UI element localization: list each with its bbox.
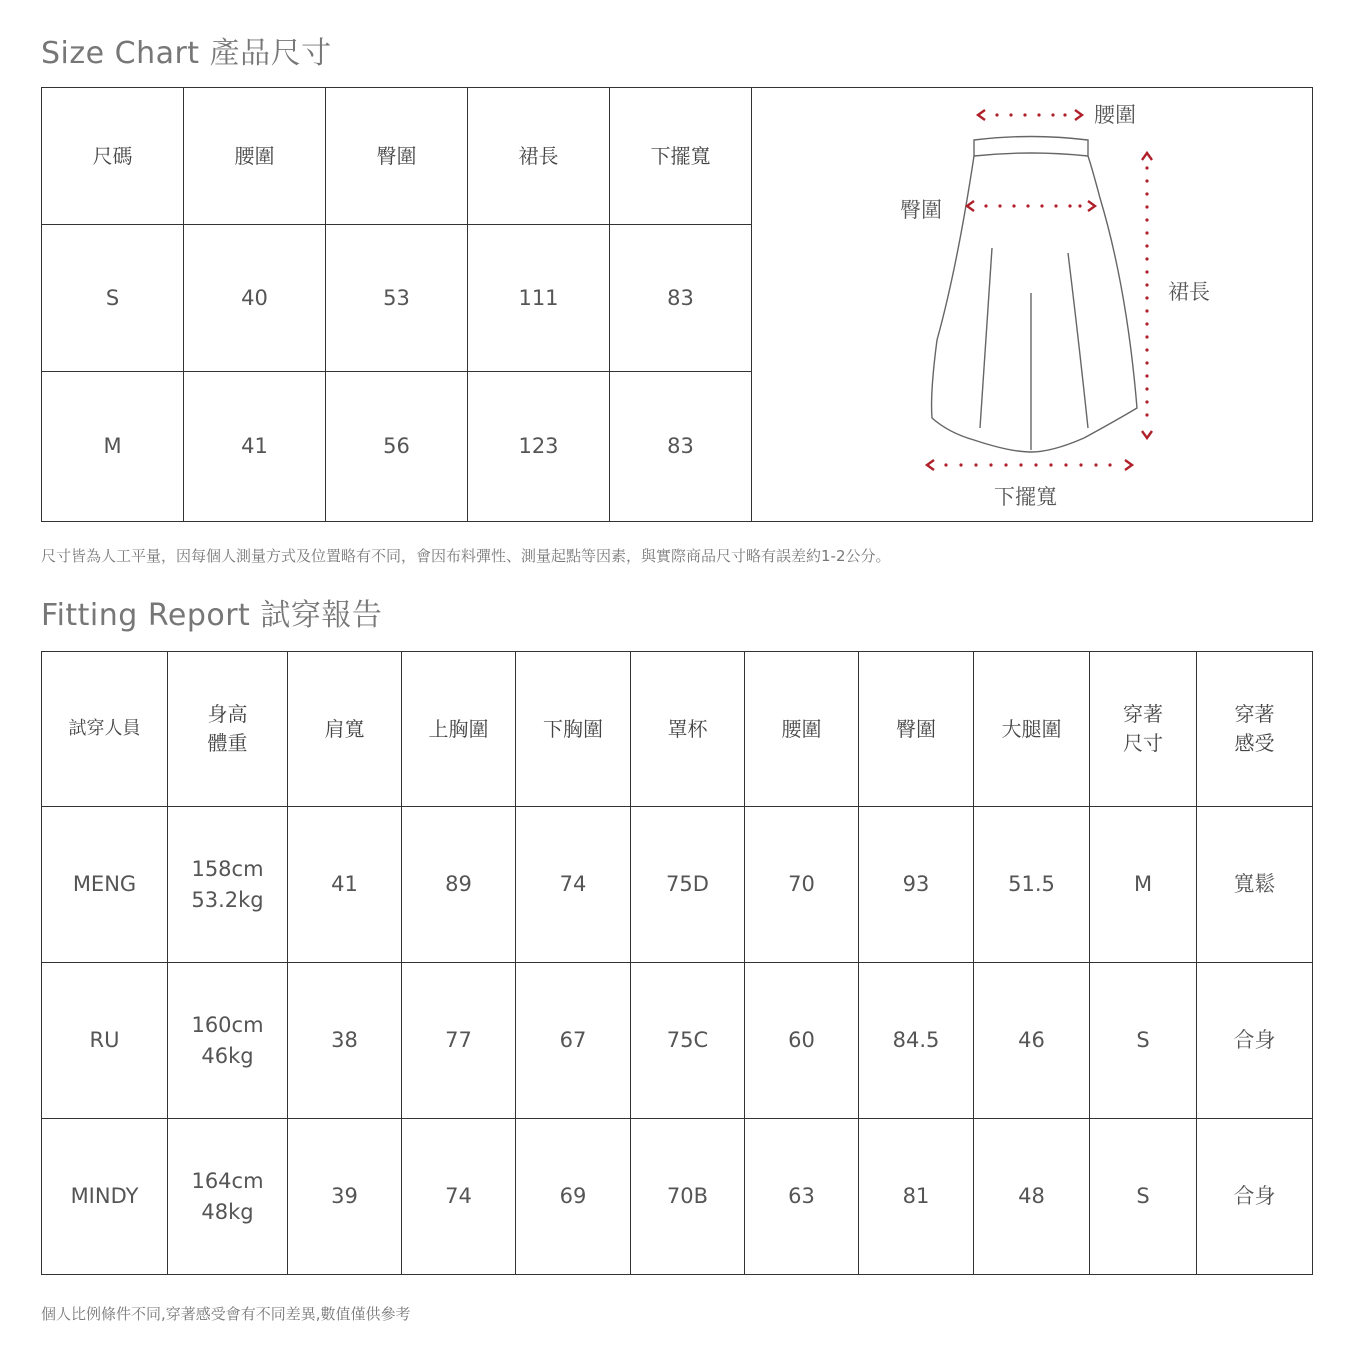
tester-hip: 93 — [859, 807, 974, 963]
tester-weight: 46kg — [201, 1043, 254, 1068]
fitting-row-meng — [42, 807, 1313, 963]
tester-under-bust: 74 — [516, 807, 631, 963]
tester-wear-size: M — [1090, 807, 1197, 963]
tester-hip: 81 — [859, 1119, 974, 1275]
diagram-label-waist: 腰圍 — [1094, 103, 1136, 127]
header-thigh — [974, 652, 1090, 807]
size-s-waist: 40 — [184, 225, 326, 372]
header-waist-label: 腰圍 — [781, 716, 822, 741]
tester-upper-bust: 74 — [402, 1119, 516, 1275]
tester-wear-feel: 合身 — [1197, 1119, 1313, 1275]
tester-weight: 53.2kg — [191, 887, 264, 912]
header-hip — [859, 652, 974, 807]
tester-under-bust: 67 — [516, 963, 631, 1119]
tester-weight: 48kg — [201, 1199, 254, 1224]
tester-height: 164cm — [191, 1169, 264, 1194]
tester-cup: 75D — [631, 807, 745, 963]
header-thigh-label: 大腿圍 — [1001, 716, 1062, 741]
fitting-report-note: 個人比例條件不同,穿著感受會有不同差異,數值僅供參考 — [41, 1305, 411, 1323]
tester-upper-bust: 77 — [402, 963, 516, 1119]
size-m-hip: 56 — [326, 372, 468, 522]
header-under-bust-label: 下胸圍 — [543, 716, 603, 741]
header-size: 尺碼 — [42, 88, 184, 225]
size-chart-table — [41, 87, 1313, 522]
tester-hip: 84.5 — [859, 963, 974, 1119]
tester-height-weight — [168, 963, 288, 1119]
header-cup-label: 罩杯 — [667, 716, 708, 741]
header-wear-size — [1090, 652, 1197, 807]
header-wear-size-line2: 尺寸 — [1123, 731, 1163, 755]
tester-height: 158cm — [191, 857, 264, 882]
header-height-weight — [168, 652, 288, 807]
fitting-header-row — [42, 652, 1313, 807]
header-wear-feel-line1: 穿著 — [1234, 702, 1275, 726]
header-under-bust — [516, 652, 631, 807]
header-weight-label: 體重 — [207, 731, 248, 755]
header-hip: 臀圍 — [326, 88, 468, 225]
header-upper-bust-label: 上胸圍 — [428, 716, 489, 741]
size-m-hem: 83 — [610, 372, 752, 522]
header-waist — [745, 652, 859, 807]
tester-thigh: 48 — [974, 1119, 1090, 1275]
tester-upper-bust: 89 — [402, 807, 516, 963]
tester-cup: 70B — [631, 1119, 745, 1275]
hip-arrow — [967, 201, 1095, 211]
header-tester — [42, 652, 168, 807]
length-arrow — [1142, 153, 1152, 438]
size-chart-note: 尺寸皆為人工平量，因每個人測量方式及位置略有不同，會因布料彈性、測量起點等因素，與實際商品尺寸略有誤差約1-2公分。 — [41, 547, 891, 565]
tester-height-weight — [168, 1119, 288, 1275]
tester-name: RU — [42, 963, 168, 1119]
waist-arrow — [978, 110, 1082, 120]
size-s-hem: 83 — [610, 225, 752, 372]
fitting-row-mindy — [42, 1119, 1313, 1275]
tester-cup: 75C — [631, 963, 745, 1119]
tester-thigh: 51.5 — [974, 807, 1090, 963]
header-wear-feel — [1197, 652, 1313, 807]
tester-thigh: 46 — [974, 963, 1090, 1119]
header-wear-feel-line2: 感受 — [1234, 731, 1275, 755]
tester-wear-feel: 寬鬆 — [1197, 807, 1313, 963]
fitting-row-ru — [42, 963, 1313, 1119]
diagram-label-hip: 臀圍 — [900, 198, 942, 222]
skirt-diagram — [752, 88, 1313, 522]
size-m-length: 123 — [468, 372, 610, 522]
tester-waist: 70 — [745, 807, 859, 963]
size-chart-title: Size Chart 產品尺寸 — [41, 36, 332, 71]
tester-name: MINDY — [42, 1119, 168, 1275]
size-chart-header-row — [42, 88, 1313, 225]
tester-waist: 60 — [745, 963, 859, 1119]
tester-wear-size: S — [1090, 1119, 1197, 1275]
size-s-length: 111 — [468, 225, 610, 372]
tester-shoulder: 39 — [288, 1119, 402, 1275]
tester-height-weight — [168, 807, 288, 963]
header-hem: 下擺寬 — [610, 88, 752, 225]
tester-waist: 63 — [745, 1119, 859, 1275]
skirt-illustration — [752, 88, 1313, 522]
skirt-outline — [932, 137, 1137, 453]
hem-arrow — [927, 460, 1132, 470]
diagram-label-hem: 下擺寬 — [994, 485, 1057, 509]
size-s-hip: 53 — [326, 225, 468, 372]
fitting-report-table — [41, 651, 1313, 1275]
header-shoulder — [288, 652, 402, 807]
fitting-report-title: Fitting Report 試穿報告 — [41, 598, 383, 633]
size-m-size: M — [42, 372, 184, 522]
header-length: 裙長 — [468, 88, 610, 225]
header-tester-label: 試穿人員 — [68, 717, 141, 739]
header-hip-label: 臀圍 — [896, 716, 936, 741]
diagram-label-length: 裙長 — [1168, 280, 1210, 304]
tester-wear-feel: 合身 — [1197, 963, 1313, 1119]
size-s-size: S — [42, 225, 184, 372]
header-upper-bust — [402, 652, 516, 807]
tester-shoulder: 38 — [288, 963, 402, 1119]
header-waist: 腰圍 — [184, 88, 326, 225]
tester-name: MENG — [42, 807, 168, 963]
header-wear-size-line1: 穿著 — [1123, 702, 1163, 726]
tester-shoulder: 41 — [288, 807, 402, 963]
size-m-waist: 41 — [184, 372, 326, 522]
header-height-label: 身高 — [207, 702, 248, 726]
header-cup — [631, 652, 745, 807]
header-shoulder-label: 肩寬 — [324, 716, 365, 741]
tester-under-bust: 69 — [516, 1119, 631, 1275]
tester-height: 160cm — [191, 1013, 264, 1038]
tester-wear-size: S — [1090, 963, 1197, 1119]
